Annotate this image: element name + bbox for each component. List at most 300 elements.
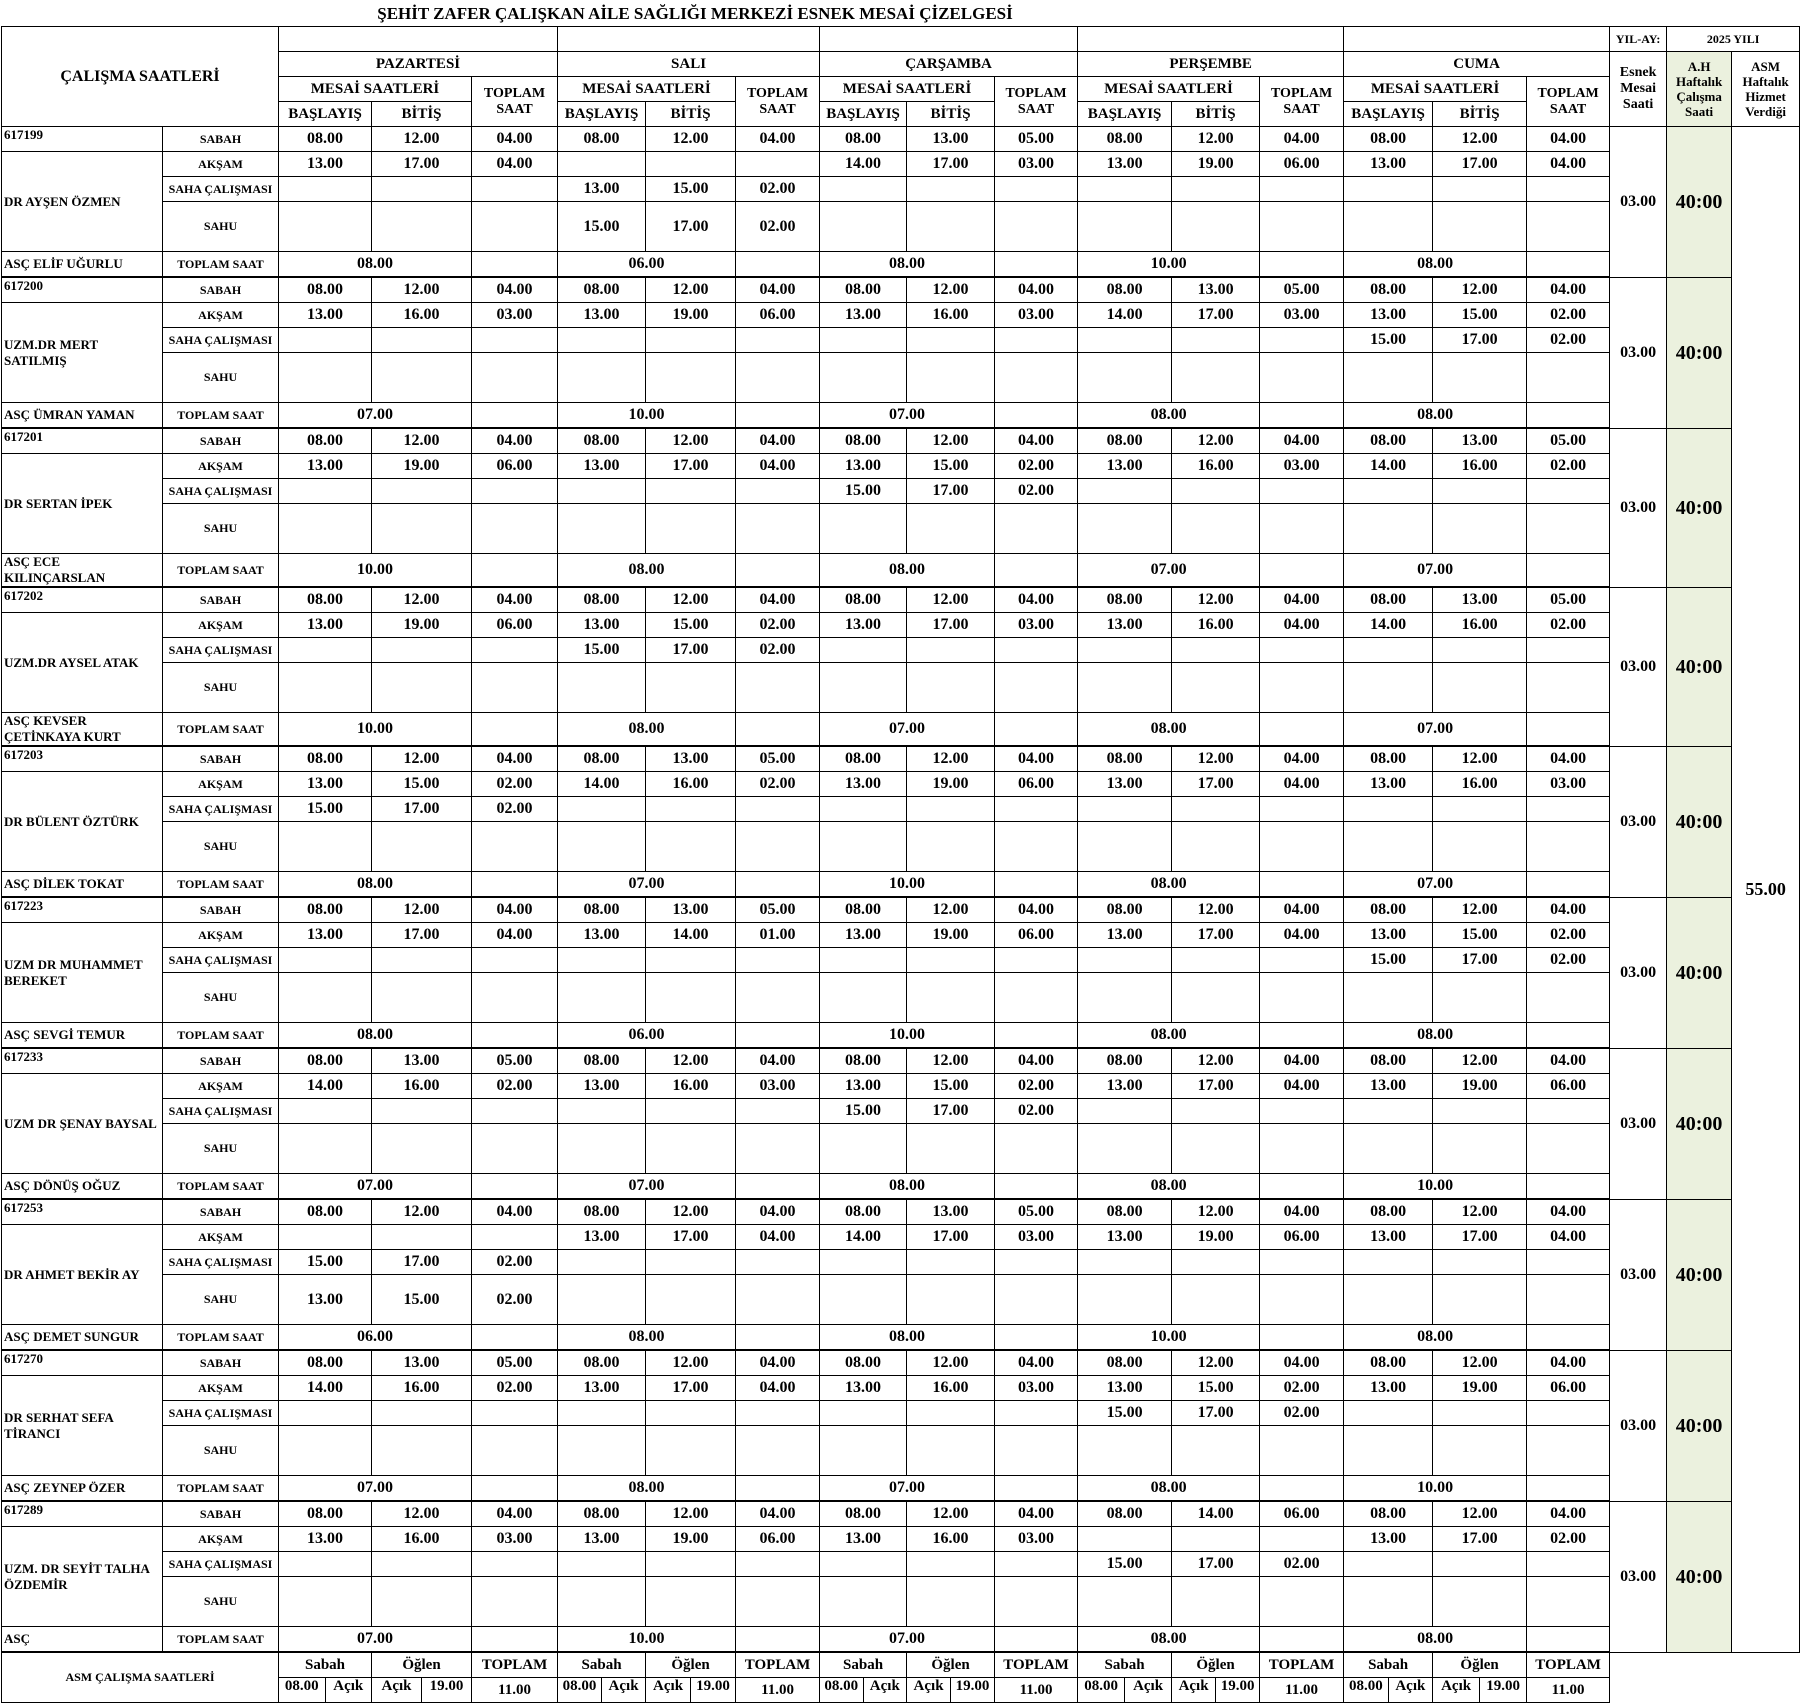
hours-monday: 04.00 [472, 127, 558, 152]
hours-monday: 04.00 [472, 278, 558, 303]
end-time-tuesday: 12.00 [646, 429, 736, 454]
start-time-tuesday: 08.00 [558, 1200, 646, 1225]
end-time-friday [1433, 1124, 1527, 1174]
row-label: SAHA ÇALIŞMASI [163, 1099, 279, 1124]
start-time-tuesday: 08.00 [558, 747, 646, 772]
end-time-monday [372, 1401, 472, 1426]
start-time-wednesday [820, 973, 907, 1023]
start-time-thursday: 08.00 [1078, 898, 1172, 923]
hours-friday [1527, 353, 1610, 403]
row-label: TOPLAM SAAT [163, 1325, 279, 1350]
end-time-friday [1433, 353, 1527, 403]
hours-monday: 04.00 [472, 152, 558, 177]
end-time-tuesday [646, 353, 736, 403]
hours-monday: 02.00 [472, 1250, 558, 1275]
row-label: AKŞAM [163, 303, 279, 328]
split-cell [1344, 1678, 1432, 1702]
doctor-name: DR SERHAT SEFA TİRANCI [2, 1376, 163, 1476]
start-time-wednesday [820, 1275, 907, 1325]
end-time-monday [372, 1099, 472, 1124]
start-time-monday [279, 328, 372, 353]
start-time-tuesday: 13.00 [558, 454, 646, 479]
hours-monday: 02.00 [472, 1376, 558, 1401]
hours-wednesday [995, 797, 1078, 822]
end-time-tuesday [646, 328, 736, 353]
start-time-tuesday [558, 1552, 646, 1577]
hours-tuesday [736, 1275, 820, 1325]
table-row [2, 152, 1800, 177]
end-time-monday: 16.00 [372, 1074, 472, 1099]
split-cell [907, 1678, 994, 1702]
table-row [2, 588, 1800, 613]
hours-friday [1527, 202, 1610, 252]
hours-tuesday [736, 1426, 820, 1476]
start-time-friday: 08.00 [1344, 1502, 1433, 1527]
split-cell [646, 1678, 735, 1702]
start-time-tuesday: 08.00 [558, 1502, 646, 1527]
row-label: AKŞAM [163, 613, 279, 638]
hours-thursday: 04.00 [1260, 1049, 1344, 1074]
hours-monday [472, 948, 558, 973]
day-total-monday: 08.00 [279, 872, 472, 897]
table-row [2, 454, 1800, 479]
hours-tuesday [736, 504, 820, 554]
start-time-wednesday [820, 1124, 907, 1174]
end-time-friday [1433, 1275, 1527, 1325]
hours-thursday [1260, 479, 1344, 504]
start-time-wednesday [820, 797, 907, 822]
start-time-thursday: 08.00 [1078, 747, 1172, 772]
end-time-monday: 17.00 [372, 152, 472, 177]
start-time-wednesday [820, 202, 907, 252]
end-time-wednesday: 16.00 [907, 303, 995, 328]
end-time-monday [372, 177, 472, 202]
footer-oglen-open: Açık [1433, 1678, 1480, 1702]
end-time-friday [1433, 822, 1527, 872]
day-total-thursday: 08.00 [1078, 1023, 1260, 1048]
start-time-friday [1344, 663, 1433, 713]
start-time-monday [279, 638, 372, 663]
footer-toplam-header: TOPLAM [736, 1653, 820, 1678]
hours-wednesday: 02.00 [995, 1099, 1078, 1124]
unit-id: 617200 [2, 278, 163, 303]
row-label: SAHA ÇALIŞMASI [163, 638, 279, 663]
footer-total: 11.00 [995, 1678, 1078, 1703]
esnek-mesai-header: Esnek Mesai Saati [1610, 52, 1667, 127]
unit-id: 617201 [2, 429, 163, 454]
start-time-thursday [1078, 797, 1172, 822]
row-label: TOPLAM SAAT [163, 713, 279, 746]
start-time-thursday: 15.00 [1078, 1401, 1172, 1426]
hours-friday [1527, 1552, 1610, 1577]
doctor-name: UZM. DR SEYİT TALHA ÖZDEMİR [2, 1527, 163, 1627]
start-time-tuesday [558, 1275, 646, 1325]
hours-wednesday: 06.00 [995, 772, 1078, 797]
end-time-tuesday: 12.00 [646, 1351, 736, 1376]
hours-thursday [1260, 1099, 1344, 1124]
day-total-tuesday: 10.00 [558, 1627, 736, 1652]
day-total-thursday: 10.00 [1078, 1325, 1260, 1350]
end-time-tuesday [646, 797, 736, 822]
split-cell [279, 1678, 371, 1702]
weekly-hours-value: 40:00 [1667, 127, 1732, 278]
start-time-friday: 08.00 [1344, 747, 1433, 772]
end-time-friday: 15.00 [1433, 923, 1527, 948]
start-time-friday: 13.00 [1344, 1074, 1433, 1099]
start-time-thursday [1078, 822, 1172, 872]
hours-wednesday: 05.00 [995, 127, 1078, 152]
end-time-friday: 19.00 [1433, 1376, 1527, 1401]
end-time-monday [372, 663, 472, 713]
end-time-wednesday [907, 1552, 995, 1577]
start-time-monday: 08.00 [279, 127, 372, 152]
start-time-monday [279, 177, 372, 202]
end-time-wednesday [907, 973, 995, 1023]
end-time-wednesday [907, 1124, 995, 1174]
esnek-mesai-value: 03.00 [1610, 1049, 1667, 1200]
table-row [2, 403, 1800, 428]
table-row [2, 948, 1800, 973]
hours-tuesday [736, 1099, 820, 1124]
toplam-saat-header: TOPLAM SAAT [995, 77, 1078, 127]
hours-monday: 06.00 [472, 454, 558, 479]
hours-friday: 04.00 [1527, 1225, 1610, 1250]
row-label: AKŞAM [163, 1074, 279, 1099]
end-time-monday: 12.00 [372, 898, 472, 923]
end-time-tuesday [646, 1099, 736, 1124]
start-time-monday: 14.00 [279, 1376, 372, 1401]
hours-wednesday: 04.00 [995, 1502, 1078, 1527]
end-time-thursday: 17.00 [1172, 772, 1260, 797]
start-time-thursday: 08.00 [1078, 278, 1172, 303]
end-time-monday: 15.00 [372, 772, 472, 797]
day-total-monday: 08.00 [279, 252, 472, 277]
row-label: AKŞAM [163, 923, 279, 948]
day-total-tuesday: 07.00 [558, 1174, 736, 1199]
table-row [2, 1325, 1800, 1350]
weekly-hours-value: 40:00 [1667, 278, 1732, 429]
asm-service-hours: 55.00 [1732, 127, 1800, 1653]
footer-oglen-close: 19.00 [429, 1678, 464, 1694]
hours-tuesday [736, 948, 820, 973]
nurse-name: ASÇ ÜMRAN YAMAN [2, 403, 163, 428]
esnek-mesai-value: 03.00 [1610, 898, 1667, 1049]
start-time-wednesday [820, 1577, 907, 1627]
day-total-friday: 07.00 [1344, 872, 1527, 897]
end-time-wednesday [907, 1275, 995, 1325]
hours-thursday [1260, 1250, 1344, 1275]
start-time-friday [1344, 1577, 1433, 1627]
end-time-monday: 17.00 [372, 923, 472, 948]
end-time-friday: 17.00 [1433, 328, 1527, 353]
end-time-monday: 12.00 [372, 278, 472, 303]
start-time-friday [1344, 1552, 1433, 1577]
end-time-friday [1433, 663, 1527, 713]
day-total-friday: 07.00 [1344, 554, 1527, 587]
table-row [2, 663, 1800, 713]
end-time-tuesday [646, 1401, 736, 1426]
hours-friday: 02.00 [1527, 328, 1610, 353]
end-time-wednesday: 12.00 [907, 1049, 995, 1074]
hours-tuesday: 04.00 [736, 1502, 820, 1527]
start-time-friday [1344, 797, 1433, 822]
split-cell [1078, 1678, 1171, 1702]
table-row [2, 1049, 1800, 1074]
start-time-thursday: 13.00 [1078, 613, 1172, 638]
row-label: SABAH [163, 588, 279, 613]
footer-sabah-header: Sabah [1344, 1653, 1433, 1678]
start-time-friday: 13.00 [1344, 152, 1433, 177]
bitis-header: BİTİŞ [646, 102, 736, 127]
start-time-monday: 13.00 [279, 152, 372, 177]
end-time-thursday [1172, 504, 1260, 554]
table-row [2, 1426, 1800, 1476]
day-total-wednesday: 10.00 [820, 1023, 995, 1048]
footer-sabah-open: 08.00 [1344, 1678, 1389, 1702]
hours-friday [1527, 1577, 1610, 1627]
calisma-saatleri-header: ÇALIŞMA SAATLERİ [2, 27, 279, 127]
hours-wednesday [995, 1577, 1078, 1627]
hours-friday: 02.00 [1527, 303, 1610, 328]
end-time-wednesday: 17.00 [907, 613, 995, 638]
hours-tuesday [736, 479, 820, 504]
day-total-wednesday: 08.00 [820, 1325, 995, 1350]
table-row [2, 1376, 1800, 1401]
end-time-friday [1433, 479, 1527, 504]
hours-friday [1527, 177, 1610, 202]
start-time-friday: 08.00 [1344, 429, 1433, 454]
end-time-monday: 17.00 [372, 797, 472, 822]
start-time-wednesday: 08.00 [820, 747, 907, 772]
hours-wednesday: 04.00 [995, 898, 1078, 923]
start-time-wednesday: 08.00 [820, 588, 907, 613]
hours-monday: 04.00 [472, 923, 558, 948]
end-time-thursday [1172, 202, 1260, 252]
start-time-monday [279, 973, 372, 1023]
asm-weekly-header: ASM Haftalık Hizmet Verdiği [1732, 52, 1800, 127]
start-time-tuesday: 08.00 [558, 1351, 646, 1376]
footer-sabah-header: Sabah [1078, 1653, 1172, 1678]
start-time-monday [279, 504, 372, 554]
end-time-thursday [1172, 1250, 1260, 1275]
row-label: SAHA ÇALIŞMASI [163, 797, 279, 822]
end-time-monday: 16.00 [372, 1527, 472, 1552]
end-time-friday: 12.00 [1433, 1049, 1527, 1074]
row-label: SABAH [163, 1502, 279, 1527]
row-label: SAHU [163, 504, 279, 554]
end-time-thursday [1172, 1527, 1260, 1552]
day-total-thursday: 08.00 [1078, 872, 1260, 897]
hours-tuesday: 01.00 [736, 923, 820, 948]
end-time-thursday: 17.00 [1172, 303, 1260, 328]
start-time-wednesday [820, 328, 907, 353]
hours-thursday [1260, 797, 1344, 822]
hours-wednesday: 02.00 [995, 454, 1078, 479]
start-time-friday: 08.00 [1344, 127, 1433, 152]
hours-tuesday: 03.00 [736, 1074, 820, 1099]
hours-monday: 02.00 [472, 1275, 558, 1325]
end-time-wednesday [907, 663, 995, 713]
hours-tuesday: 04.00 [736, 278, 820, 303]
nurse-name: ASÇ DİLEK TOKAT [2, 872, 163, 897]
hours-monday: 05.00 [472, 1049, 558, 1074]
end-time-tuesday: 17.00 [646, 638, 736, 663]
row-label: SAHU [163, 1577, 279, 1627]
year-month-label: YIL-AY: [1610, 27, 1667, 52]
start-time-wednesday: 08.00 [820, 1502, 907, 1527]
day-total-friday: 07.00 [1344, 713, 1527, 746]
hours-wednesday [995, 822, 1078, 872]
row-label: TOPLAM SAAT [163, 252, 279, 277]
start-time-wednesday [820, 353, 907, 403]
start-time-thursday: 14.00 [1078, 303, 1172, 328]
start-time-tuesday: 13.00 [558, 1225, 646, 1250]
end-time-thursday: 12.00 [1172, 747, 1260, 772]
hours-thursday [1260, 1275, 1344, 1325]
table-row [2, 1275, 1800, 1325]
start-time-monday: 08.00 [279, 1200, 372, 1225]
end-time-thursday [1172, 1124, 1260, 1174]
end-time-wednesday: 19.00 [907, 772, 995, 797]
start-time-thursday: 15.00 [1078, 1552, 1172, 1577]
day-total-monday: 10.00 [279, 713, 472, 746]
mesai-saatleri-header: MESAİ SAATLERİ [558, 77, 736, 102]
start-time-thursday: 13.00 [1078, 1376, 1172, 1401]
end-time-thursday: 12.00 [1172, 1351, 1260, 1376]
day-header-wednesday: ÇARŞAMBA [820, 52, 1078, 77]
end-time-friday: 13.00 [1433, 588, 1527, 613]
day-header-thursday: PERŞEMBE [1078, 52, 1344, 77]
table-row [2, 1074, 1800, 1099]
hours-monday: 04.00 [472, 1502, 558, 1527]
footer-oglen-close: 19.00 [1486, 1678, 1520, 1694]
hours-tuesday [736, 1401, 820, 1426]
end-time-tuesday: 17.00 [646, 454, 736, 479]
doctor-name: DR BÜLENT ÖZTÜRK [2, 772, 163, 872]
table-row [2, 898, 1800, 923]
table-row [2, 973, 1800, 1023]
end-time-tuesday [646, 1250, 736, 1275]
footer-oglen-open: Açık [646, 1678, 691, 1702]
end-time-wednesday: 19.00 [907, 923, 995, 948]
day-total-friday: 08.00 [1344, 1325, 1527, 1350]
start-time-friday: 13.00 [1344, 772, 1433, 797]
row-label: SABAH [163, 278, 279, 303]
start-time-tuesday: 13.00 [558, 303, 646, 328]
hours-wednesday [995, 1124, 1078, 1174]
hours-thursday [1260, 1426, 1344, 1476]
end-time-friday [1433, 1577, 1527, 1627]
table-row [2, 747, 1800, 772]
hours-wednesday: 06.00 [995, 923, 1078, 948]
footer-oglen-header: Öğlen [372, 1653, 472, 1678]
day-total-thursday: 08.00 [1078, 1627, 1260, 1652]
end-time-monday: 12.00 [372, 127, 472, 152]
hours-friday: 04.00 [1527, 747, 1610, 772]
footer-toplam-header: TOPLAM [1527, 1653, 1610, 1678]
ah-weekly-header: A.H Haftalık Çalışma Saati [1667, 52, 1732, 127]
end-time-thursday: 12.00 [1172, 127, 1260, 152]
end-time-friday [1433, 797, 1527, 822]
start-time-wednesday: 08.00 [820, 1200, 907, 1225]
hours-monday [472, 328, 558, 353]
unit-id: 617253 [2, 1200, 163, 1225]
start-time-wednesday [820, 177, 907, 202]
start-time-tuesday: 15.00 [558, 638, 646, 663]
row-label: SAHA ÇALIŞMASI [163, 1401, 279, 1426]
end-time-friday: 16.00 [1433, 454, 1527, 479]
end-time-friday [1433, 638, 1527, 663]
esnek-mesai-value: 03.00 [1610, 1502, 1667, 1653]
end-time-tuesday: 17.00 [646, 1376, 736, 1401]
end-time-monday: 12.00 [372, 747, 472, 772]
start-time-friday: 08.00 [1344, 278, 1433, 303]
start-time-wednesday: 08.00 [820, 1351, 907, 1376]
day-total-tuesday: 08.00 [558, 713, 736, 746]
start-time-monday: 13.00 [279, 923, 372, 948]
hours-thursday [1260, 1527, 1344, 1552]
row-label: SAHU [163, 1275, 279, 1325]
start-time-wednesday [820, 822, 907, 872]
end-time-tuesday: 12.00 [646, 127, 736, 152]
hours-tuesday: 02.00 [736, 638, 820, 663]
end-time-wednesday: 17.00 [907, 1099, 995, 1124]
asm-working-hours-label: ASM ÇALIŞMA SAATLERİ [2, 1653, 279, 1703]
start-time-monday: 14.00 [279, 1074, 372, 1099]
table-row [2, 797, 1800, 822]
start-time-friday [1344, 1124, 1433, 1174]
row-label: AKŞAM [163, 1376, 279, 1401]
hours-monday: 02.00 [472, 1074, 558, 1099]
end-time-wednesday [907, 638, 995, 663]
day-total-wednesday: 07.00 [820, 1476, 995, 1501]
end-time-monday [372, 1426, 472, 1476]
footer-sabah-open: 08.00 [1078, 1678, 1125, 1702]
end-time-wednesday [907, 328, 995, 353]
footer-oglen-header: Öğlen [1433, 1653, 1527, 1678]
start-time-monday: 08.00 [279, 898, 372, 923]
start-time-friday [1344, 973, 1433, 1023]
hours-friday: 04.00 [1527, 1200, 1610, 1225]
hours-thursday [1260, 822, 1344, 872]
schedule-table [1, 26, 1800, 1703]
hours-tuesday: 06.00 [736, 1527, 820, 1552]
end-time-monday: 17.00 [372, 1250, 472, 1275]
hours-monday [472, 1124, 558, 1174]
start-time-tuesday [558, 948, 646, 973]
start-time-monday: 15.00 [279, 1250, 372, 1275]
hours-wednesday [995, 1401, 1078, 1426]
end-time-tuesday: 12.00 [646, 1049, 736, 1074]
hours-thursday [1260, 948, 1344, 973]
start-time-friday [1344, 202, 1433, 252]
footer-toplam-header: TOPLAM [472, 1653, 558, 1678]
end-time-thursday: 12.00 [1172, 429, 1260, 454]
hours-monday [472, 638, 558, 663]
start-time-thursday [1078, 973, 1172, 1023]
hours-monday [472, 663, 558, 713]
end-time-monday: 13.00 [372, 1049, 472, 1074]
hours-monday: 06.00 [472, 613, 558, 638]
end-time-monday: 12.00 [372, 588, 472, 613]
table-row [2, 1502, 1800, 1527]
start-time-wednesday: 13.00 [820, 923, 907, 948]
end-time-tuesday: 12.00 [646, 278, 736, 303]
end-time-wednesday [907, 1401, 995, 1426]
start-time-friday: 08.00 [1344, 1351, 1433, 1376]
footer-total: 11.00 [1260, 1678, 1344, 1703]
start-time-monday: 13.00 [279, 303, 372, 328]
